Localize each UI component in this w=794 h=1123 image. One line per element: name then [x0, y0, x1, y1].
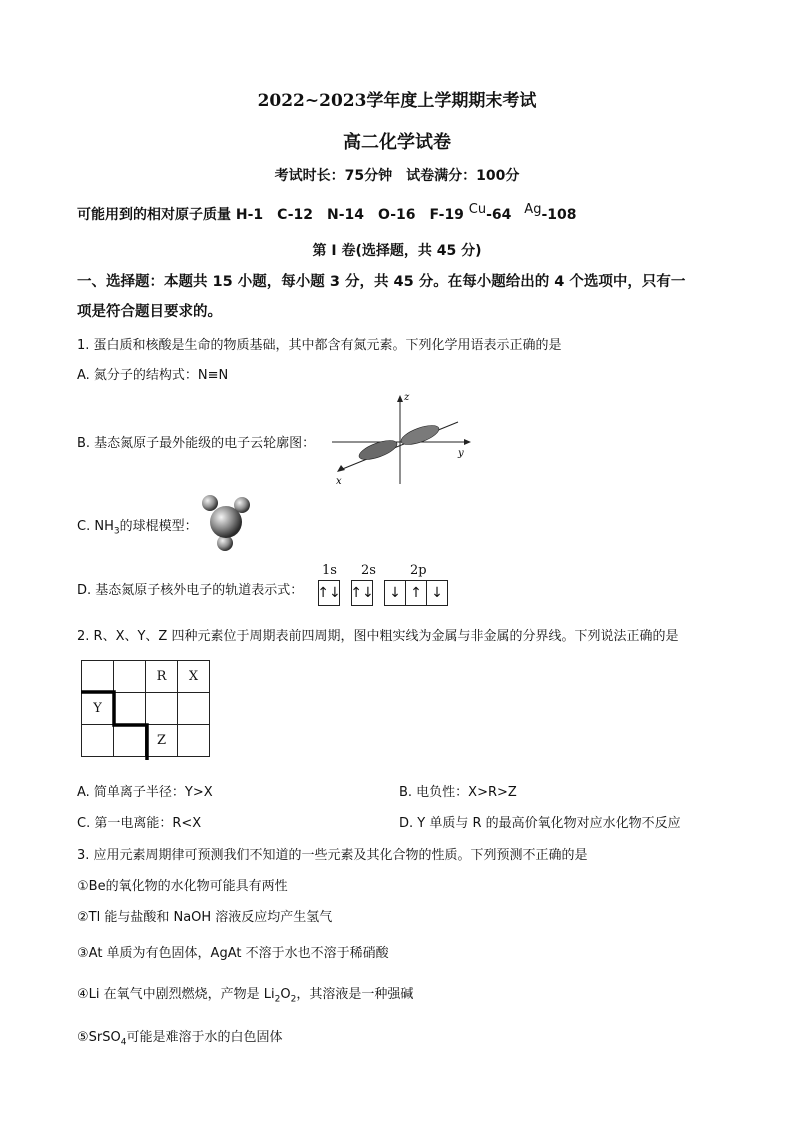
- orbital-box-1s: [318, 580, 340, 606]
- s5-prefix: ⑤SrSO: [77, 1030, 121, 1045]
- q1-option-d: D. 基态氮原子核外电子的轨道表示式：: [77, 583, 304, 598]
- orbital-label-2p: 2p: [410, 563, 427, 578]
- hydrogen-atom: [202, 495, 218, 511]
- orbital-box-2s: [351, 580, 373, 606]
- s4-mid: O: [280, 987, 291, 1002]
- c-sub: 3: [113, 526, 120, 537]
- electron-pair: ↑↓: [317, 585, 341, 601]
- cu-mass: -64: [486, 207, 512, 223]
- axis-y-label: y: [458, 448, 464, 459]
- s4-sub: 2: [274, 994, 281, 1005]
- q3-statement-4: [77, 983, 413, 1005]
- q2-option-a: A. 简单离子半径：Y>X: [77, 785, 213, 800]
- q2-option-b: B. 电负性：X>R>Z: [399, 785, 517, 800]
- volume-title: 第 I 卷(选择题，共 45 分): [312, 243, 482, 259]
- c-prefix: C. NH: [77, 519, 114, 534]
- atomic-masses: [77, 204, 577, 224]
- metal-nonmetal-boundary: [78, 688, 158, 768]
- electron-spin: ↓: [385, 581, 406, 605]
- q2-option-c: C. 第一电离能：R<X: [77, 816, 202, 831]
- grid-cell: [178, 725, 210, 757]
- q3-statement-3: ③At 单质为有色固体，AgAt 不溶于水也不溶于稀硝酸: [77, 946, 389, 961]
- grid-cell: [178, 693, 210, 725]
- s5-suffix: 可能是难溶于水的白色固体: [126, 1030, 283, 1045]
- q1-stem: 1. 蛋白质和核酸是生命的物质基础，其中都含有氮元素。下列化学用语表示正确的是: [77, 338, 562, 353]
- orbital-lobe: [357, 437, 399, 464]
- p-orbital-diagram: [328, 392, 474, 486]
- q3-statement-5: [77, 1026, 283, 1048]
- cu-symbol: Cu: [468, 202, 487, 217]
- axis-z-label: z: [404, 392, 410, 403]
- exam-subtitle: 高二化学试卷: [343, 132, 451, 153]
- axis-x-label: x: [336, 476, 342, 486]
- q3-stem: 3. 应用元素周期律可预测我们不知道的一些元素及其化合物的性质。下列预测不正确的是: [77, 848, 588, 863]
- electron-spin: ↑: [406, 581, 427, 605]
- q2-option-d: D. Y 单质与 R 的最高价氧化物对应水化物不反应: [399, 816, 681, 831]
- s4-sub: 2: [290, 994, 297, 1005]
- electron-spin: ↓: [431, 585, 443, 601]
- s5-sub: 4: [120, 1037, 127, 1048]
- nitrogen-atom: [210, 506, 242, 538]
- grid-cell: R: [146, 661, 178, 693]
- ag-symbol: Ag: [524, 202, 542, 217]
- q3-statement-2: ②Tl 能与盐酸和 NaOH 溶液反应均产生氢气: [77, 910, 333, 925]
- q3-statement-1: ①Be的氧化物的水化物可能具有两性: [77, 879, 288, 894]
- grid-cell: X: [178, 661, 210, 693]
- q2-stem: 2. R、X、Y、Z 四种元素位于周期表前四周期，图中粗实线为金属与非金属的分界线。下列说法正确的是: [77, 629, 679, 644]
- electron-pair: ↑↓: [350, 585, 374, 601]
- orbital-lobe: [399, 422, 441, 449]
- orbital-diagram: [318, 580, 448, 606]
- orbital-box-2p: [384, 580, 448, 606]
- grid-cell: Y: [82, 693, 114, 725]
- nh3-ball-stick-model: [196, 492, 256, 552]
- section-heading-line-1: 一、选择题：本题共 15 小题，每小题 3 分，共 45 分。在每小题给出的 4 个选项中，只有一: [77, 274, 686, 290]
- s4-prefix: ④Li 在氧气中剧烈燃烧，产物是 Li: [77, 987, 275, 1002]
- exam-info: 考试时长：75分钟 试卷满分：100分: [274, 168, 520, 184]
- ag-mass: -108: [541, 207, 577, 223]
- s4-suffix: ，其溶液是一种强碱: [296, 987, 414, 1002]
- orbital-label-1s: 1s: [322, 563, 337, 578]
- orbital-label-2s: 2s: [361, 563, 376, 578]
- exam-title: 2022~2023学年度上学期期末考试: [257, 91, 537, 111]
- q1-option-a: A. 氮分子的结构式：N≡N: [77, 368, 229, 383]
- q1-option-b: B. 基态氮原子最外能级的电子云轮廓图：: [77, 436, 316, 451]
- masses-prefix: 可能用到的相对原子质量 H-1 C-12 N-14 O-16 F-19: [77, 207, 464, 223]
- c-suffix: 的球棍模型：: [119, 519, 198, 534]
- grid-cell: Z: [146, 725, 178, 757]
- section-heading-line-2: 项是符合题目要求的。: [77, 304, 222, 320]
- q1-option-c: [77, 515, 198, 537]
